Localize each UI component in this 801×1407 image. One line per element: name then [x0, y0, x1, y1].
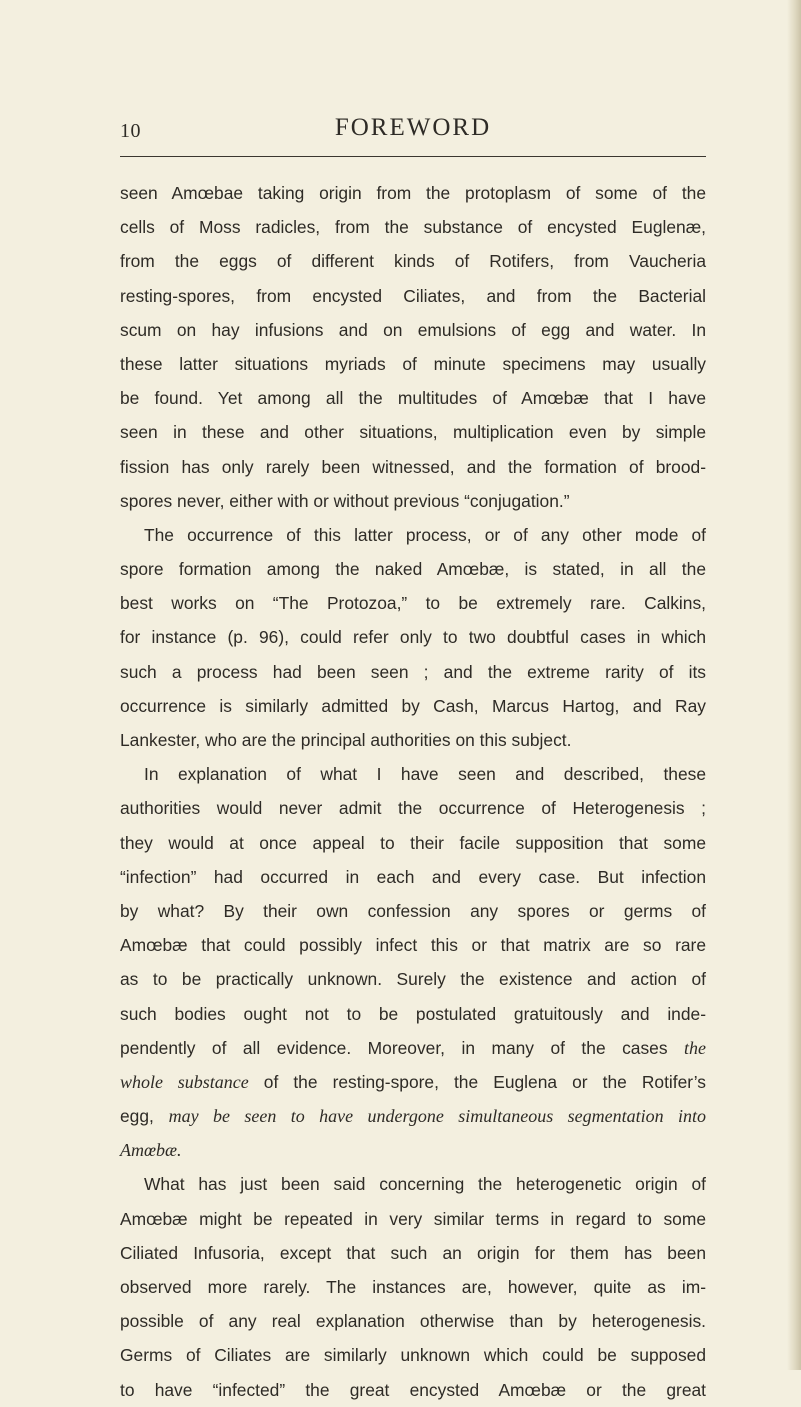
- text-run: scum on hay infusions and on emulsions of egg and water. In: [120, 319, 706, 340]
- text-run: authorities would never admit the occurrence of Heterogenesis ;: [120, 798, 706, 819]
- text-run: “infection” had occurred in each and every case. But infection: [120, 866, 706, 887]
- page-header: [120, 114, 706, 158]
- text-run: by what? By their own confession any spores or germs of: [120, 900, 706, 921]
- text-run: Amœbæ that could possibly infect this or that matrix are so rare: [120, 935, 706, 956]
- text-run: pendently of all evidence. Moreover, in many of the cases: [120, 1037, 684, 1058]
- body-text: [120, 176, 706, 1407]
- text-line: [120, 1099, 706, 1133]
- text-run: resting-spores, from encysted Ciliates, and from the Bacterial: [120, 285, 706, 306]
- text-line: [120, 279, 706, 313]
- text-line: [120, 791, 706, 825]
- text-run: possible of any real explanation otherwise than by heterogenesis.: [120, 1311, 706, 1332]
- text-run: The occurrence of this latter process, or of any other mode of: [144, 524, 706, 545]
- text-line: [120, 347, 706, 381]
- text-line: [120, 313, 706, 347]
- text-run: be found. Yet among all the multitudes of Amœbæ that I have: [120, 388, 706, 409]
- text-run: What has just been said concerning the heterogenetic origin of: [144, 1174, 706, 1195]
- running-head: FOREWORD: [334, 114, 492, 141]
- text-line: [120, 1338, 706, 1372]
- text-run: Ciliated Infusoria, except that such an origin for them has been: [120, 1242, 706, 1263]
- text-line: [120, 860, 706, 894]
- text-run: as to be practically unknown. Surely the existence and action of: [120, 969, 706, 990]
- text-run: these latter situations myriads of minute specimens may usually: [120, 353, 706, 374]
- text-run: Lankester, who are the principal authorities on this subject.: [120, 730, 572, 750]
- text-line: [120, 484, 706, 518]
- text-run: such a process had been seen ; and the extreme rarity of its: [120, 661, 706, 682]
- header-rule: [120, 156, 706, 157]
- text-line: [120, 552, 706, 586]
- text-line: [120, 1133, 706, 1167]
- text-line: [120, 450, 706, 484]
- text-run: such bodies ought not to be postulated gratuitously and inde-: [120, 1003, 706, 1024]
- text-run: Germs of Ciliates are similarly unknown which could be supposed: [120, 1345, 706, 1366]
- italic-text: whole substance: [120, 1071, 249, 1092]
- text-run: of the resting-spore, the Euglena or the Rotifer’s: [248, 1071, 706, 1092]
- text-line: [120, 518, 706, 552]
- text-line: [120, 894, 706, 928]
- italic-text: the: [684, 1037, 706, 1058]
- text-line: [120, 1065, 706, 1099]
- text-line: [120, 997, 706, 1031]
- text-line: [120, 1270, 706, 1304]
- text-line: [120, 1373, 706, 1407]
- text-line: [120, 1167, 706, 1201]
- text-run: In explanation of what I have seen and described, these: [144, 764, 706, 785]
- text-run: cells of Moss radicles, from the substance of encysted Euglenæ,: [120, 217, 706, 238]
- text-run: occurrence is similarly admitted by Cash, Marcus Hartog, and Ray: [120, 695, 706, 716]
- text-line: [120, 1304, 706, 1338]
- text-run: spores never, either with or without previous “conjugation.”: [120, 490, 570, 511]
- text-run: for instance (p. 96), could refer only to two doubtful cases in which: [120, 627, 706, 648]
- text-line: [120, 415, 706, 449]
- text-run: spore formation among the naked Amœbæ, is stated, in all the: [120, 559, 706, 580]
- text-line: [120, 689, 706, 723]
- text-line: [120, 1031, 706, 1065]
- text-line: [120, 928, 706, 962]
- text-line: [120, 1202, 706, 1236]
- text-run: to have “infected” the great encysted Amœbæ or the great: [120, 1379, 706, 1400]
- text-line: [120, 655, 706, 689]
- text-line: [120, 586, 706, 620]
- text-line: [120, 176, 706, 210]
- italic-text: Amœbæ.: [120, 1140, 182, 1161]
- text-line: [120, 757, 706, 791]
- text-line: [120, 244, 706, 278]
- text-line: [120, 1236, 706, 1270]
- text-run: observed more rarely. The instances are, however, quite as im-: [120, 1277, 706, 1297]
- text-line: [120, 381, 706, 415]
- text-line: [120, 620, 706, 654]
- text-line: [120, 723, 706, 757]
- text-run: best works on “The Protozoa,” to be extremely rare. Calkins,: [120, 593, 706, 614]
- text-run: Amœbæ might be repeated in very similar terms in regard to some: [120, 1208, 706, 1229]
- text-run: seen in these and other situations, multiplication even by simple: [120, 422, 706, 443]
- text-run: seen Amœbae taking origin from the protoplasm of some of the: [120, 183, 706, 203]
- text-line: [120, 962, 706, 996]
- text-line: [120, 210, 706, 244]
- text-run: they would at once appeal to their facile supposition that some: [120, 832, 706, 853]
- italic-text: may be seen to have undergone simultaneous segmentation into: [168, 1106, 706, 1127]
- text-line: [120, 826, 706, 860]
- text-run: egg,: [120, 1106, 169, 1127]
- text-run: fission has only rarely been witnessed, and the formation of brood-: [120, 456, 706, 477]
- page-edge-shadow: [787, 0, 801, 1370]
- text-run: from the eggs of different kinds of Rotifers, from Vaucheria: [120, 251, 706, 272]
- page-number: 10: [120, 120, 141, 142]
